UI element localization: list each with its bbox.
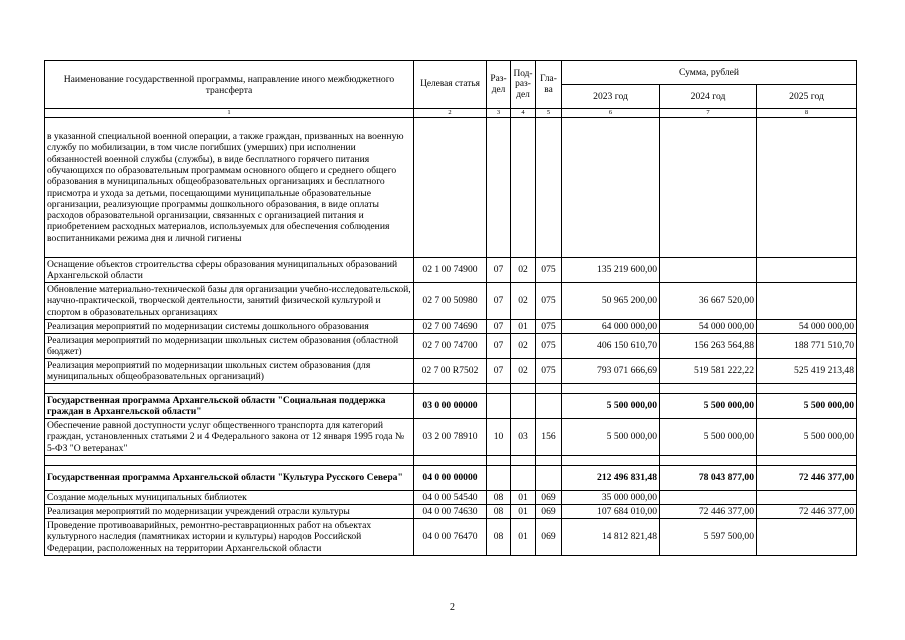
row-chapter [536, 394, 562, 419]
spacer-row [45, 384, 857, 394]
row-subsection: 03 [511, 419, 536, 456]
row-sum-2024: 519 581 222,22 [660, 359, 757, 384]
row-sum-2024: 78 043 877,00 [660, 466, 757, 491]
row-chapter [536, 118, 562, 258]
row-subsection: 01 [511, 320, 536, 334]
col-number: 7 [660, 109, 757, 118]
row-sum-2025: 72 446 377,00 [757, 505, 857, 519]
row-target-article: 03 2 00 78910 [414, 419, 487, 456]
row-name: в указанной специальной военной операции, а также граждан, призванных на военную службу по мобилизации, в том числе погибших (умерших) при исполнении обязанностей военной службы (службы), в виде бесплатного горячего питания обучающихся по образовательным программам основного общего и среднего общего образования в муниципальных общеобразовательных организациях и бесплатного присмотра и ухода за детьми, посещающими муниципальные образовательные организации, реализующие программы дошкольного образования, в виде оплаты расходов образовательной организации, связанных с организацией питания и приобретением расходных материалов, используемых для обеспечения соблюдения воспитанниками режима дня и личной гигиены [45, 118, 414, 258]
row-chapter: 069 [536, 519, 562, 556]
row-target-article: 02 7 00 74700 [414, 334, 487, 359]
row-section: 07 [487, 334, 511, 359]
header-year-2024: 2024 год [660, 85, 757, 109]
column-numbers-row [45, 109, 857, 118]
table-row [45, 258, 857, 283]
table-row [45, 505, 857, 519]
row-subsection: 02 [511, 359, 536, 384]
row-name: Реализация мероприятий по модернизации учреждений отрасли культуры [45, 505, 414, 519]
row-sum-2024: 5 597 500,00 [660, 519, 757, 556]
row-section [487, 118, 511, 258]
table-row [45, 334, 857, 359]
row-section: 07 [487, 359, 511, 384]
row-name: Реализация мероприятий по модернизации школьных систем образования (областной бюджет) [45, 334, 414, 359]
row-sum-2024: 5 500 000,00 [660, 394, 757, 419]
row-sum-2023: 406 150 610,70 [562, 334, 660, 359]
row-sum-2025 [757, 491, 857, 505]
row-chapter: 156 [536, 419, 562, 456]
row-target-article: 02 7 00 R7502 [414, 359, 487, 384]
row-name: Проведение противоаварийных, ремонтно-реставрационных работ на объектах культурного наследия (памятниках истории и культуры) народов Российской Федерации, расположенных на территории Архангельской области [45, 519, 414, 556]
row-sum-2025: 525 419 213,48 [757, 359, 857, 384]
header-year-2023: 2023 год [562, 85, 660, 109]
header-name: Наименование государственной программы, направление иного межбюджетного трансферта [45, 61, 414, 109]
row-name: Создание модельных муниципальных библиотек [45, 491, 414, 505]
header-year-2025: 2025 год [757, 85, 857, 109]
table-row [45, 419, 857, 456]
row-name: Обновление материально-технической базы для организации учебно-исследовательской, научно-практической, творческой деятельности, занятий физической культурой и спортом в образовательных организациях [45, 283, 414, 320]
table-row [45, 359, 857, 384]
row-sum-2023: 14 812 821,48 [562, 519, 660, 556]
col-number: 4 [511, 109, 536, 118]
row-sum-2025: 5 500 000,00 [757, 419, 857, 456]
header-subsection: Под-раз-дел [511, 61, 536, 109]
row-sum-2023: 135 219 600,00 [562, 258, 660, 283]
row-subsection: 02 [511, 258, 536, 283]
col-number: 8 [757, 109, 857, 118]
row-section: 08 [487, 505, 511, 519]
row-sum-2023: 793 071 666,69 [562, 359, 660, 384]
row-sum-2024: 54 000 000,00 [660, 320, 757, 334]
row-sum-2023: 50 965 200,00 [562, 283, 660, 320]
table-row [45, 283, 857, 320]
row-sum-2023: 5 500 000,00 [562, 419, 660, 456]
row-name: Реализация мероприятий по модернизации школьных систем образования (для муниципальных общеобразовательных организаций) [45, 359, 414, 384]
row-name: Реализация мероприятий по модернизации системы дошкольного образования [45, 320, 414, 334]
table-row [45, 491, 857, 505]
row-name: Государственная программа Архангельской области "Социальная поддержка граждан в Архангельской области" [45, 394, 414, 419]
row-sum-2025: 54 000 000,00 [757, 320, 857, 334]
row-sum-2023: 5 500 000,00 [562, 394, 660, 419]
row-name: Государственная программа Архангельской области "Культура Русского Севера" [45, 466, 414, 491]
row-sum-2024 [660, 258, 757, 283]
row-chapter: 075 [536, 320, 562, 334]
row-target-article: 02 1 00 74900 [414, 258, 487, 283]
page-number: 2 [450, 602, 455, 613]
header-target-article: Целевая статья [414, 61, 487, 109]
row-name: Оснащение объектов строительства сферы образования муниципальных образований Архангельской области [45, 258, 414, 283]
row-target-article: 02 7 00 74690 [414, 320, 487, 334]
row-section: 07 [487, 258, 511, 283]
row-chapter: 075 [536, 359, 562, 384]
col-number: 1 [45, 109, 414, 118]
row-sum-2024: 72 446 377,00 [660, 505, 757, 519]
row-target-article: 04 0 00 54540 [414, 491, 487, 505]
row-sum-2023: 212 496 831,48 [562, 466, 660, 491]
col-number: 3 [487, 109, 511, 118]
row-name: Обеспечение равной доступности услуг общественного транспорта для категорий граждан, установленных статьями 2 и 4 Федерального закона от 12 января 1995 года № 5-ФЗ "О ветеранах" [45, 419, 414, 456]
row-target-article: 04 0 00 76470 [414, 519, 487, 556]
row-sum-2025 [757, 258, 857, 283]
spacer-row [45, 456, 857, 466]
row-target-article: 04 0 00 00000 [414, 466, 487, 491]
header-sum: Сумма, рублей [562, 61, 857, 85]
row-subsection [511, 118, 536, 258]
row-subsection: 02 [511, 283, 536, 320]
table-row [45, 320, 857, 334]
row-sum-2025: 5 500 000,00 [757, 394, 857, 419]
row-chapter [536, 466, 562, 491]
row-chapter: 069 [536, 491, 562, 505]
row-section: 08 [487, 491, 511, 505]
row-target-article: 02 7 00 50980 [414, 283, 487, 320]
row-sum-2024: 36 667 520,00 [660, 283, 757, 320]
row-sum-2023 [562, 118, 660, 258]
row-chapter: 069 [536, 505, 562, 519]
table-row [45, 118, 857, 258]
col-number: 5 [536, 109, 562, 118]
row-subsection: 02 [511, 334, 536, 359]
row-sum-2025 [757, 283, 857, 320]
row-sum-2023: 35 000 000,00 [562, 491, 660, 505]
row-section [487, 394, 511, 419]
row-subsection: 01 [511, 519, 536, 556]
row-sum-2025 [757, 519, 857, 556]
row-chapter: 075 [536, 334, 562, 359]
col-number: 6 [562, 109, 660, 118]
row-target-article: 03 0 00 00000 [414, 394, 487, 419]
row-subsection [511, 466, 536, 491]
program-row [45, 466, 857, 491]
row-section: 08 [487, 519, 511, 556]
row-sum-2025: 188 771 510,70 [757, 334, 857, 359]
row-chapter: 075 [536, 283, 562, 320]
budget-table [44, 60, 857, 556]
program-row [45, 394, 857, 419]
row-sum-2024 [660, 118, 757, 258]
row-subsection: 01 [511, 505, 536, 519]
header-section: Раз-дел [487, 61, 511, 109]
row-section [487, 466, 511, 491]
table-row [45, 519, 857, 556]
row-section: 07 [487, 283, 511, 320]
row-section: 07 [487, 320, 511, 334]
row-sum-2024: 5 500 000,00 [660, 419, 757, 456]
row-sum-2025: 72 446 377,00 [757, 466, 857, 491]
row-target-article [414, 118, 487, 258]
row-chapter: 075 [536, 258, 562, 283]
row-section: 10 [487, 419, 511, 456]
row-target-article: 04 0 00 74630 [414, 505, 487, 519]
row-subsection [511, 394, 536, 419]
header-chapter: Гла-ва [536, 61, 562, 109]
row-sum-2023: 107 684 010,00 [562, 505, 660, 519]
col-number: 2 [414, 109, 487, 118]
row-sum-2024: 156 263 564,88 [660, 334, 757, 359]
row-sum-2025 [757, 118, 857, 258]
row-subsection: 01 [511, 491, 536, 505]
row-sum-2023: 64 000 000,00 [562, 320, 660, 334]
row-sum-2024 [660, 491, 757, 505]
